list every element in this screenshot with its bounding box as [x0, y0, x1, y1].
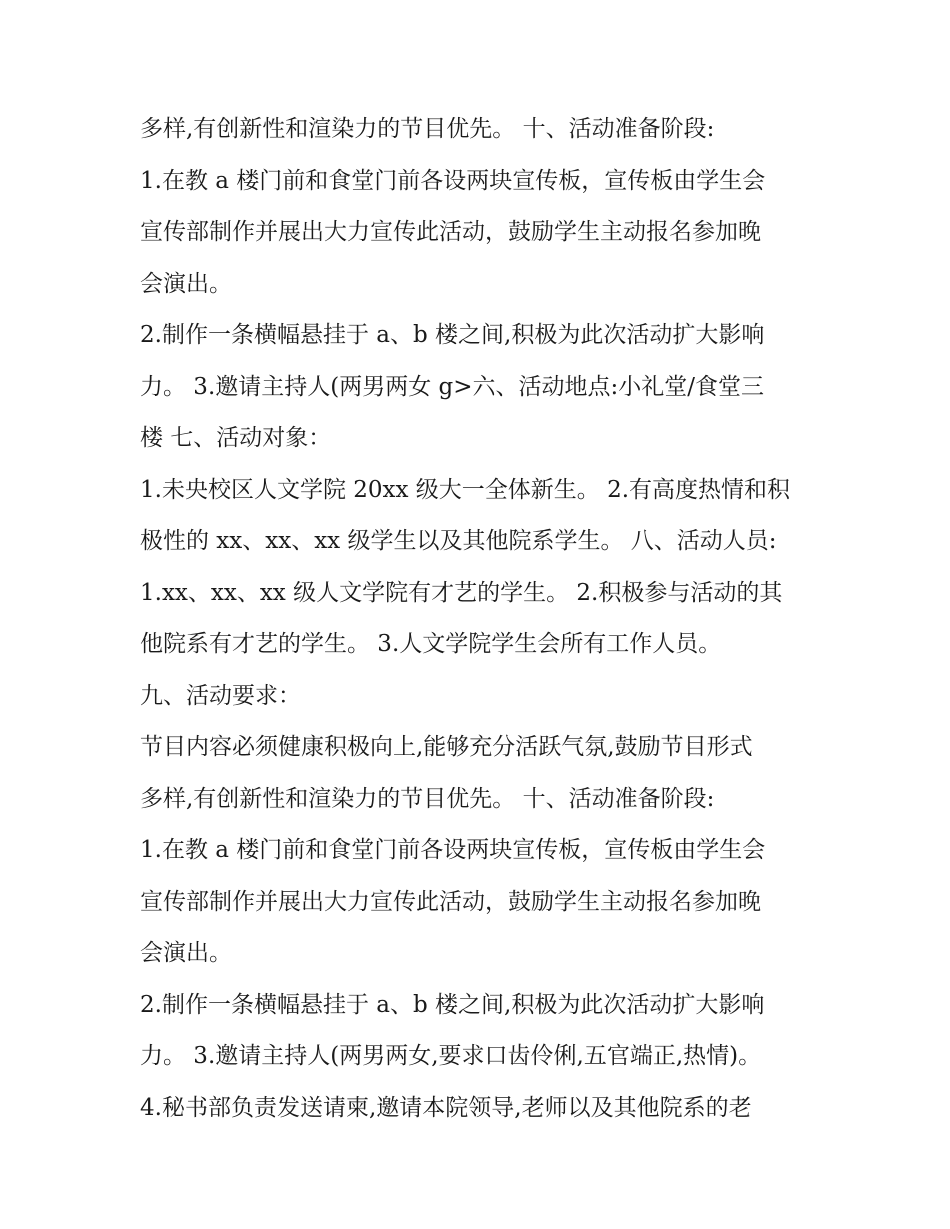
text-line-19: 力。 3.邀请主持人(两男两女,要求口齿伶俐,五官端正,热情)。 — [140, 1043, 762, 1069]
text-line-4: 会演出。 — [140, 270, 232, 297]
text-line-16: 宣传部制作并展出大力宣传此活动，鼓励学生主动报名参加晚 — [140, 888, 761, 915]
text-line-18: 2.制作一条横幅悬挂于 a、b 楼之间,积极为此次活动扩大影响 — [140, 991, 765, 1018]
text-line-12: 九、活动要求： — [140, 682, 301, 709]
text-line-3: 宣传部制作并展出大力宣传此活动，鼓励学生主动报名参加晚 — [140, 219, 761, 245]
text-line-20: 4.秘书部负责发送请柬,邀请本院领导,老师以及其他院系的老 — [140, 1094, 752, 1121]
text-line-17: 会演出。 — [140, 940, 232, 966]
text-line-9: 极性的 xx、xx、xx 级学生以及其他院系学生。 八、活动人员: — [140, 528, 777, 554]
text-line-1: 多样,有创新性和渲染力的节目优先。 十、活动准备阶段: — [140, 116, 715, 142]
text-line-10: 1.xx、xx、xx 级人文学院有才艺的学生。 2.积极参与活动的其 — [140, 579, 783, 606]
text-line-14: 多样,有创新性和渲染力的节目优先。 十、活动准备阶段: — [140, 785, 715, 812]
text-line-11: 他院系有才艺的学生。 3.人文学院学生会所有工作人员。 — [140, 631, 722, 657]
text-line-5: 2.制作一条横幅悬挂于 a、b 楼之间,积极为此次活动扩大影响 — [140, 322, 765, 348]
text-line-7: 楼 七、活动对象： — [140, 425, 332, 451]
document-body — [140, 104, 830, 1134]
text-line-15: 1.在教 a 楼门前和食堂门前各设两块宣传板，宣传板由学生会 — [140, 837, 766, 863]
text-line-2: 1.在教 a 楼门前和食堂门前各设两块宣传板，宣传板由学生会 — [140, 167, 766, 194]
text-line-8: 1.未央校区人文学院 20xx 级大一全体新生。 2.有高度热情和积 — [140, 476, 791, 503]
text-line-13: 节目内容必须健康积极向上,能够充分活跃气氛,鼓励节目形式 — [140, 734, 753, 760]
text-line-6: 力。 3.邀请主持人(两男两女 g>六、活动地点:小礼堂/食堂三 — [140, 373, 765, 400]
